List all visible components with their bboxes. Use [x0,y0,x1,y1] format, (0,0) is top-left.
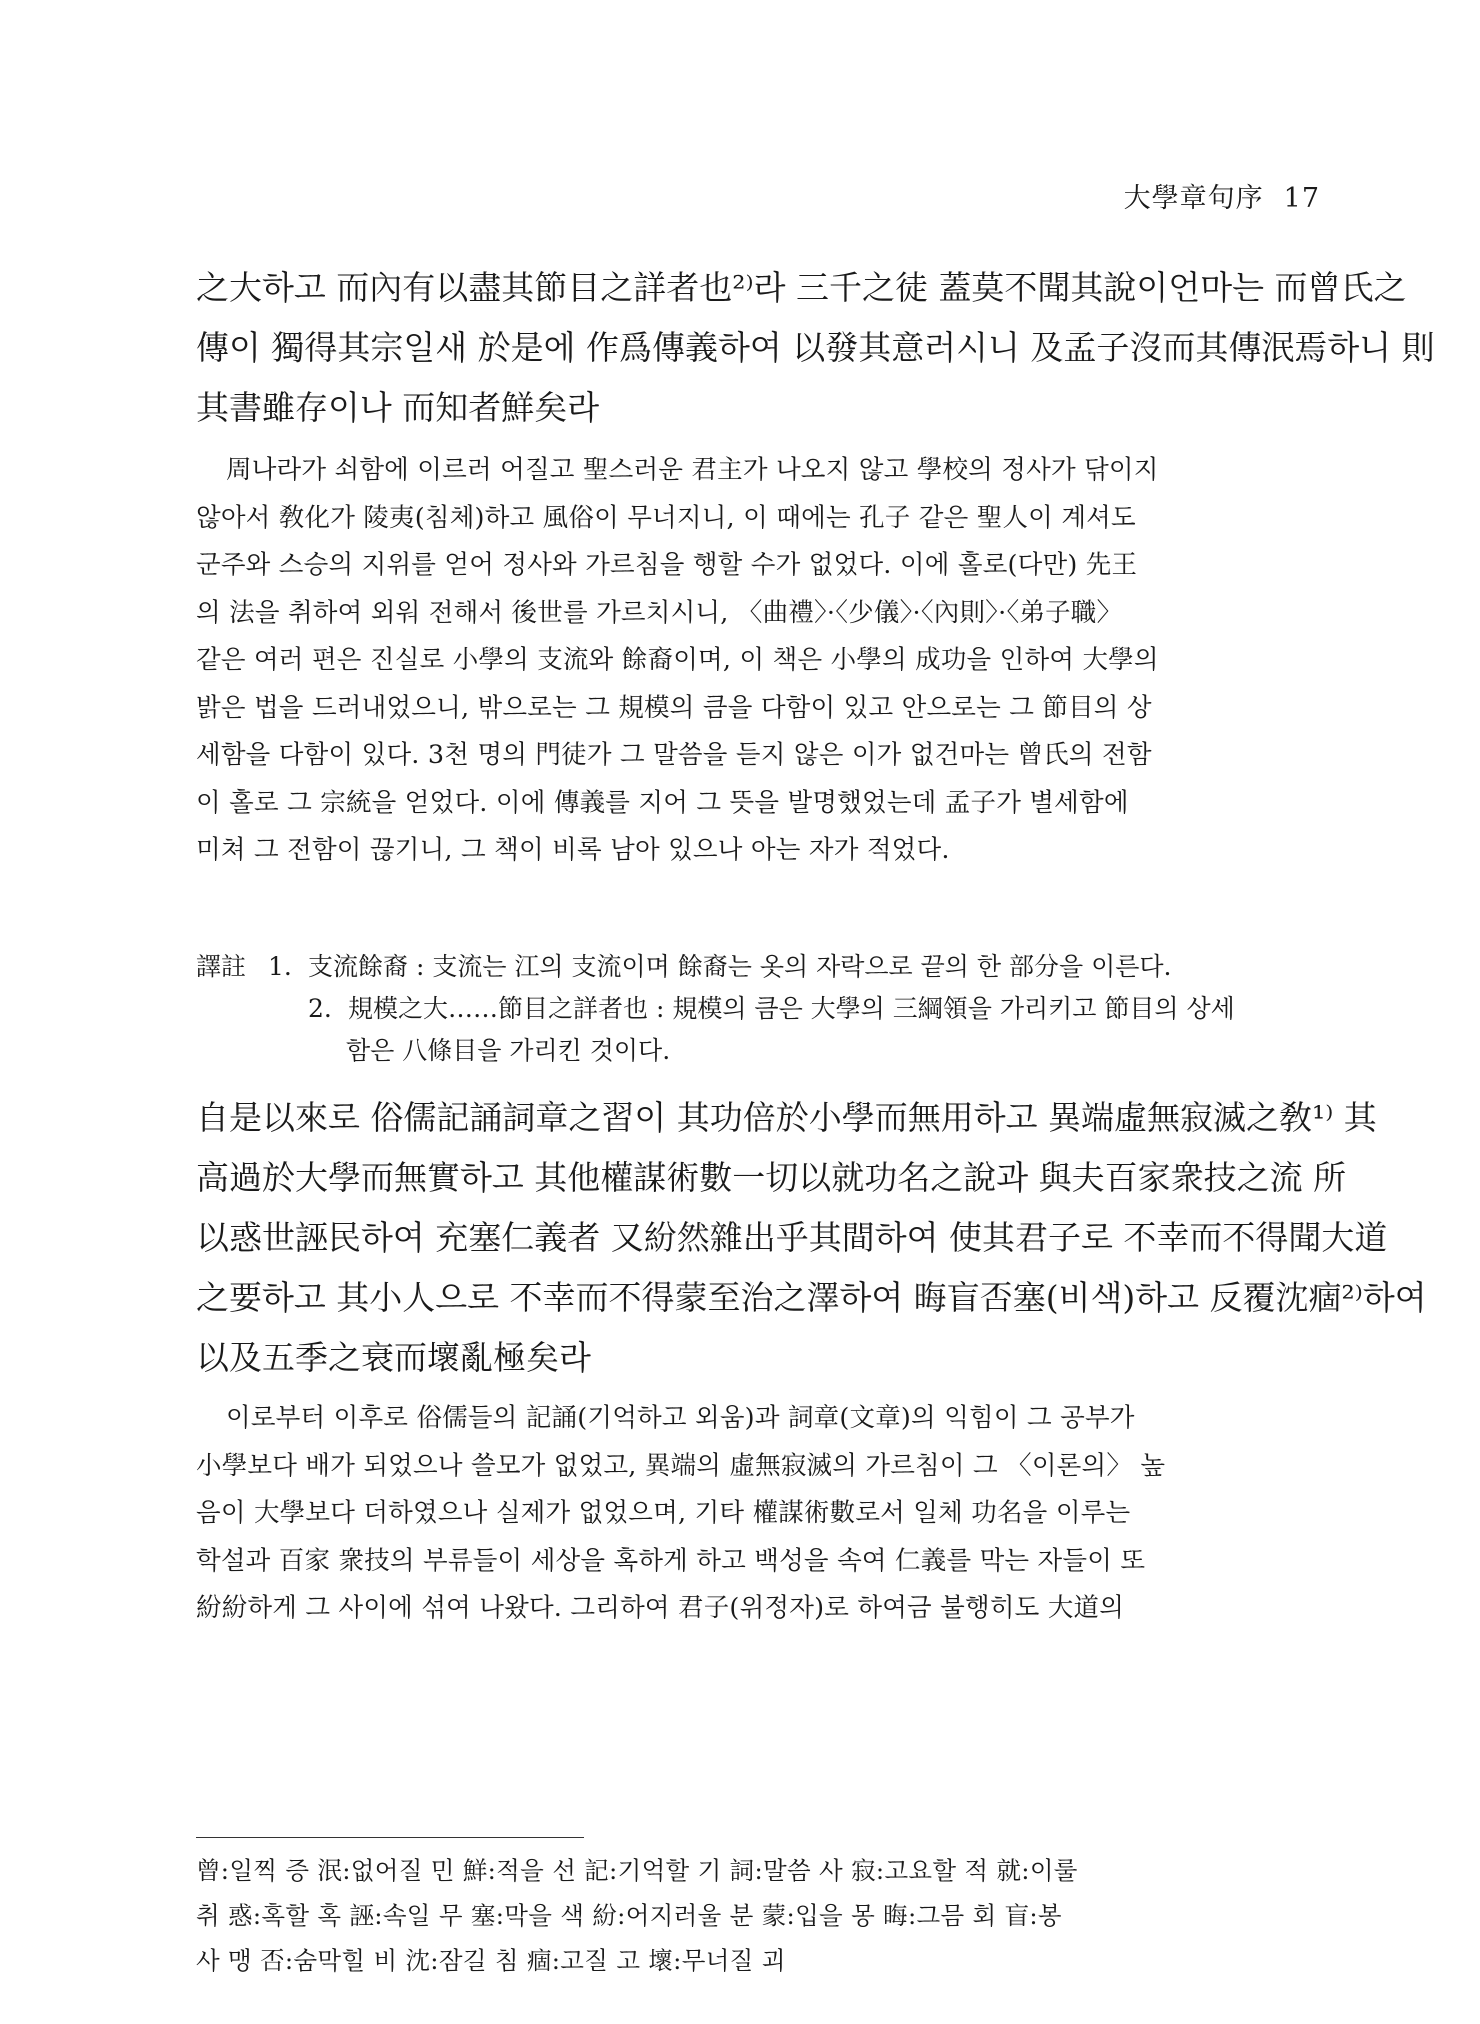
text-line: 미쳐 그 전함이 끊기니, 그 책이 비록 남아 있으나 아는 자가 적었다. [196,835,950,865]
text-line: 周나라가 쇠함에 이르러 어질고 聖스러운 君主가 나오지 않고 學校의 정사가 닦이지 [226,455,1159,485]
text-line: 이로부터 이후로 俗儒들의 記誦(기억하고 외움)과 詞章(文章)의 익힘이 그 공부가 [226,1403,1135,1433]
original-text-block-1 [196,258,1435,438]
text-line: 않아서 敎化가 陵夷(침체)하고 風俗이 무너지니, 이 때에는 孔子 같은 聖人이 계셔도 [196,502,1136,533]
translation-block-2 [196,1395,1296,1633]
text-line: 紛紛하게 그 사이에 섞여 나왔다. 그리하여 君子(위정자)로 하여금 불행히도 大道의 [196,1593,1125,1623]
text-line: 세함을 다함이 있다. 3천 명의 門徒가 그 말씀을 듣지 않은 이가 없건마는 曾氏의 전함 [196,740,1152,770]
text-line: 自是以來로 俗儒記誦詞章之習이 其功倍於小學而無用하고 異端虛無寂滅之敎¹⁾ 其 [196,1098,1377,1137]
text-line: 小學보다 배가 되었으나 쓸모가 없었고, 異端의 虛無寂滅의 가르침이 그 〈이론의〉 높 [196,1450,1166,1481]
page-number: 17 [1283,183,1320,214]
text-line: 以及五季之衰而壞亂極矣라 [196,1338,591,1377]
text-line: 군주와 스승의 지위를 얻어 정사와 가르침을 행할 수가 없었다. 이에 홀로(다만) 先王 [196,550,1138,580]
original-text-block-2 [196,1088,1427,1388]
glossary-line: 曾:일찍 증 泯:없어질 민 鮮:적을 선 記:기억할 기 詞:말씀 사 寂:고요할 적 就:이룰 [196,1856,1078,1885]
text-line: 같은 여러 편은 진실로 小學의 支流와 餘裔이며, 이 책은 小學의 成功을 인하여 大學의 [196,645,1159,675]
note-item [196,946,1306,988]
translator-notes [196,946,1306,1072]
page-header [1104,176,1320,215]
note-text: 支流餘裔 : 支流는 江의 支流이며 餘裔는 옷의 자락으로 끝의 한 部分을 이른다. [308,952,1172,981]
footnote-divider [196,1837,584,1838]
text-line: 음이 大學보다 더하였으나 실제가 없었으며, 기타 權謀術數로서 일체 功名을 이루는 [196,1498,1131,1528]
text-line: 의 法을 취하여 외워 전해서 後世를 가르치시니, 〈曲禮〉·〈少儀〉·〈內則〉·〈弟子職〉 [196,597,1123,628]
text-line: 之要하고 其小人으로 不幸而不得蒙至治之澤하여 晦盲否塞(비색)하고 反覆沈痼²⁾하여 [196,1278,1427,1317]
text-line: 학설과 百家 衆技의 부류들이 세상을 혹하게 하고 백성을 속여 仁義를 막는 자들이 또 [196,1545,1146,1576]
running-title: 大學章句序 [1123,183,1264,214]
text-line: 傳이 獨得其宗일새 於是에 作爲傳義하여 以發其意러시니 及孟子沒而其傳泯焉하니 則 [196,328,1435,367]
translation-block-1 [196,447,1296,875]
glossary-line: 취 惑:혹할 혹 誣:속일 무 塞:막을 색 紛:어지러울 분 蒙:입을 몽 晦:그믐 회 盲:봉 [196,1901,1062,1930]
note-number: 1. [268,952,292,981]
glossary [196,1848,1306,1983]
text-line: 밝은 법을 드러내었으니, 밖으로는 그 規模의 큼을 다함이 있고 안으로는 그 節目의 상 [196,692,1152,723]
glossary-line: 사 맹 否:숨막힐 비 沈:잠길 침 痼:고질 고 壞:무너질 괴 [196,1946,786,1975]
note-number: 2. [308,994,332,1023]
text-line: 以惑世誣民하여 充塞仁義者 又紛然雜出乎其間하여 使其君子로 不幸而不得聞大道 [196,1218,1388,1257]
note-continuation: 함은 八條目을 가리킨 것이다. [346,1036,671,1065]
text-line: 其書雖存이나 而知者鮮矣라 [196,388,600,427]
notes-label: 譯註 [196,952,247,981]
note-item [196,988,1306,1030]
note-text: 規模之大……節目之詳者也 : 規模의 큼은 大學의 三綱領을 가리키고 節目의 상세 [348,994,1235,1023]
text-line: 高過於大學而無實하고 其他權謀術數一切以就功名之說과 與夫百家衆技之流 所 [196,1158,1347,1197]
text-line: 之大하고 而內有以盡其節目之詳者也²⁾라 三千之徒 蓋莫不聞其說이언마는 而曾氏之 [196,268,1407,307]
text-line: 이 홀로 그 宗統을 얻었다. 이에 傳義를 지어 그 뜻을 발명했었는데 孟子가 별세함에 [196,787,1129,818]
